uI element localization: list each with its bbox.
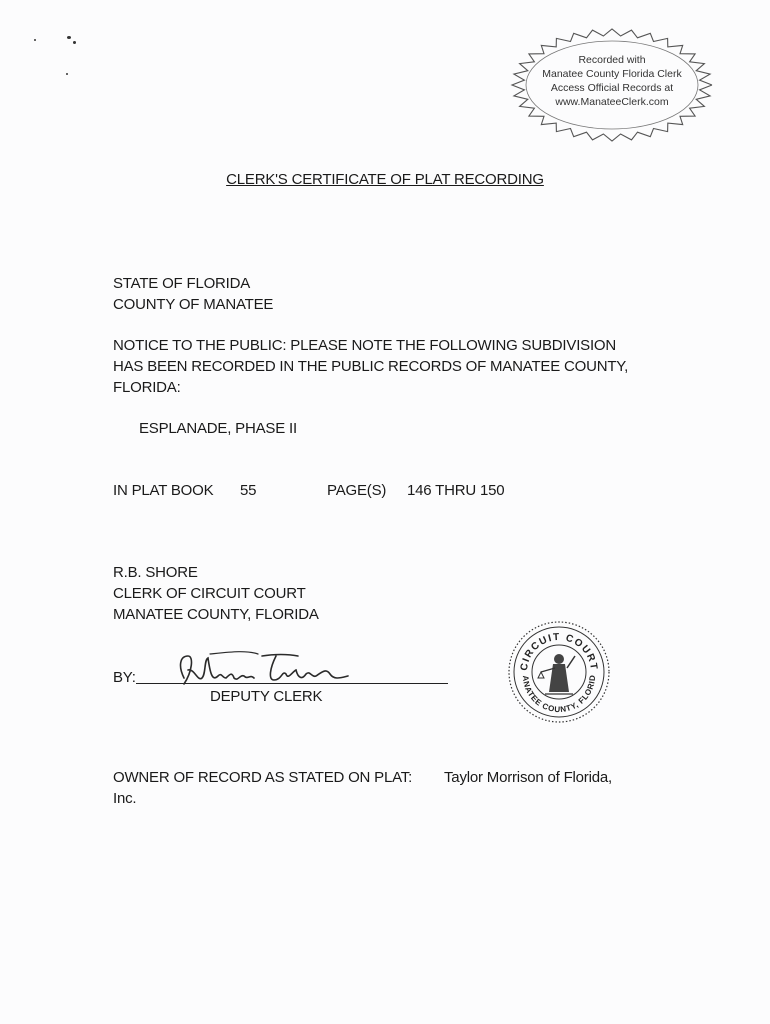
pages-label: PAGE(S) [327, 482, 387, 499]
notice-line-3: FLORIDA: [113, 379, 181, 396]
scan-speck [73, 41, 76, 44]
scan-speck [66, 73, 68, 75]
subdivision-name: ESPLANADE, PHASE II [139, 420, 297, 437]
clerk-name: R.B. SHORE [113, 564, 198, 581]
owner-label: OWNER OF RECORD AS STATED ON PLAT: [113, 769, 413, 786]
pages-value: 146 THRU 150 [407, 482, 505, 499]
recording-stamp [506, 22, 718, 148]
circuit-court-seal [505, 618, 613, 726]
stamp-line-2: Manatee County Florida Clerk [542, 68, 682, 80]
stamp-line-1: Recorded with [578, 54, 646, 66]
notice-line-2: HAS BEEN RECORDED IN THE PUBLIC RECORDS OF MANATEE COUNTY, [113, 358, 629, 375]
stamp-line-3: Access Official Records at [550, 82, 674, 94]
clerk-county: MANATEE COUNTY, FLORIDA [113, 606, 319, 623]
county-line: COUNTY OF MANATEE [113, 296, 274, 313]
by-label: BY: [113, 669, 136, 686]
seal-top-text: CIRCUIT COURT [518, 631, 600, 672]
state-line: STATE OF FLORIDA [113, 275, 251, 292]
owner-value-line-2: Inc. [113, 790, 137, 807]
scan-speck [67, 36, 71, 39]
seal-bottom-text: ANATEE COUNTY, FLORID [520, 674, 598, 715]
clerk-title: CLERK OF CIRCUIT COURT [113, 585, 306, 602]
notice-line-1: NOTICE TO THE PUBLIC: PLEASE NOTE THE FOLLOWING SUBDIVISION [113, 337, 617, 354]
plat-book-value: 55 [240, 482, 257, 499]
document-title: CLERK'S CERTIFICATE OF PLAT RECORDING [226, 171, 544, 188]
svg-text:MANATEE COUNTY, FLORIDA [505, 618, 600, 715]
plat-book-label: IN PLAT BOOK [113, 482, 214, 499]
deputy-clerk-label: DEPUTY CLERK [210, 688, 323, 705]
scan-speck [34, 39, 36, 41]
stamp-line-4: www.ManateeClerk.com [555, 96, 669, 108]
owner-value-line-1: Taylor Morrison of Florida, [444, 769, 612, 786]
